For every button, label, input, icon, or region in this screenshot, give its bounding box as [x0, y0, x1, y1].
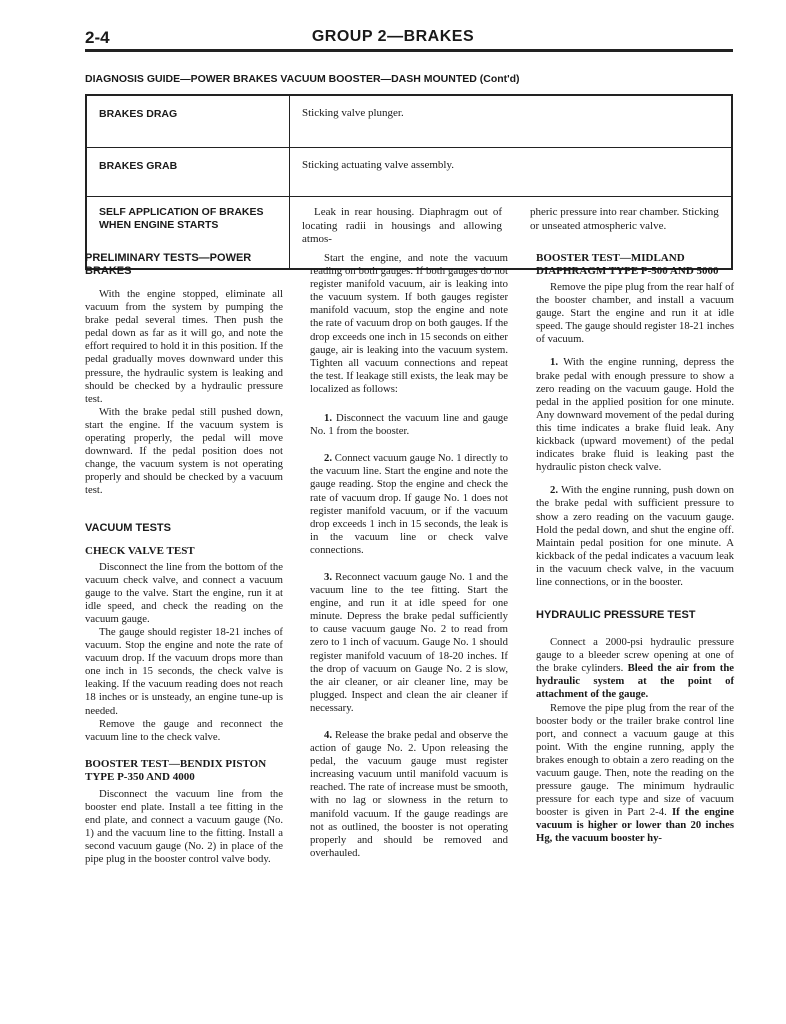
paragraph: Disconnect the line from the bottom of the vacuum check valve, and connect a vacuum gauge to the valve. Start the engine, run it at idle speed, and check the reading on the vacuum gauge. — [85, 560, 283, 625]
heading-midland-test: BOOSTER TEST—MIDLAND DIAPHRAGM TYPE P-500 AND 5000 — [536, 252, 719, 277]
paragraph: Remove the pipe plug from the rear half of the booster chamber, and install a vacuum gauge. Start the engine and run it at idle speed. The gauge should register 18-21 inches of vacuum. — [536, 281, 734, 346]
step-number: 1. — [324, 412, 333, 425]
heading-vacuum-tests: VACUUM TESTS — [85, 521, 171, 534]
step-text: Reconnect vacuum gauge No. 1 and the vacuum line to the tee fitting. Start the engine, and run it at idle speed for one minute. Depress the brake pedal sufficiently to cause vacuum gauge No. 2 to read from zero to 1 inch of vacuum. Gauge No. 1 should register manifold vacuum of 18-20 inches. If the drop of vacuum on Gauge No. 2 is slow, the air cleaner, or air cleaner line, may be plugged. Inspect and clean the air cleaner if necessary. — [310, 570, 508, 714]
paragraph — [536, 702, 734, 846]
section-title: DIAGNOSIS GUIDE—POWER BRAKES VACUUM BOOSTER—DASH MOUNTED (Cont'd) — [85, 73, 520, 85]
cause-text-left: Leak in rear housing. Diaphragm out of locating radii in housings and allowing atmos- — [302, 206, 502, 245]
step-text: Connect vacuum gauge No. 1 directly to the vacuum line. Start the engine and note the gauge reading. Stop the engine and check the rate of vacuum drop. If gauge No. 1 does not register manifold vacuum, or if the vacuum drop exceeds 1 inch in 15 seconds, the leak is in the vacuum line or check valve connections. — [310, 452, 509, 556]
cause-cell: Sticking actuating valve assembly. — [290, 148, 733, 197]
step-number: 4. — [324, 729, 333, 741]
column-3 — [536, 252, 734, 846]
condition-cell: SELF APPLICATION OF BRAKES WHEN ENGINE STARTS — [86, 197, 290, 270]
paragraph-bold-text: If the engine vacuum is higher or lower than 20 inches Hg, the vacuum booster hy- — [536, 806, 734, 845]
step-number: 3. — [324, 570, 333, 583]
step-number: 2. — [324, 452, 333, 465]
condition-cell: BRAKES GRAB — [86, 148, 290, 197]
step-number: 1. — [550, 356, 559, 369]
heading-hydraulic-pressure-test: HYDRAULIC PRESSURE TEST — [536, 609, 696, 622]
table-row — [86, 95, 732, 148]
header-rule — [85, 49, 733, 52]
step-2 — [536, 484, 734, 589]
diagnosis-table — [85, 94, 733, 270]
cause-text-right: pheric pressure into rear chamber. Sticking or unseated atmospheric valve. — [530, 206, 719, 232]
step-text: With the engine running, depress the brake pedal with enough pressure to show a zero reading on the vacuum gauge. Hold the pedal in the applied position for one minute. Any downward movement of the pedal during this time indicates a brake fluid leak. Any kickback (upward movement) of the pedal indicates brake fluid is leaking past the hydraulic piston check valve. — [536, 356, 734, 474]
heading-check-valve-test: CHECK VALVE TEST — [85, 544, 195, 557]
step-1 — [310, 412, 508, 438]
paragraph: Remove the gauge and reconnect the vacuum line to the check valve. — [85, 717, 283, 743]
paragraph: Disconnect the vacuum line from the booster end plate. Install a tee fitting in the end plate, and connect a vacuum gauge (No. 1) and the vacuum line to the fitting. Install a second vacuum gauge (No. 2) in place of the pipe plug in the booster control valve body. — [85, 787, 283, 866]
heading-preliminary-tests: PRELIMINARY TESTS—POWER BRAKES — [85, 252, 252, 277]
paragraph: The gauge should register 18-21 inches of vacuum. Stop the engine and note the rate of vacuum drop. If the vacuum drops more than one inch in 15 seconds, the check valve is leaking. If the vacuum reading does not reach 18 inches or is unsteady, an engine tune-up is needed. — [85, 625, 283, 717]
step-4 — [310, 729, 508, 860]
paragraph: Start the engine, and note the vacuum reading on both gauges. If both gauges do not register manifold vacuum, air is leaking into the vacuum system. If both gauges register manifold vacuum, stop the engine and note the rate of vacuum drop on both gauges. If the drop exceeds one inch in 15 seconds on either gauge, air is leaking into the vacuum system. Tighten all vacuum connections and repeat the test. If leakage still exists, the leak may be localized as follows: — [310, 252, 508, 395]
step-3 — [310, 571, 508, 715]
paragraph-bold-text: Bleed the air from the hydraulic system at the point of attachment of the gauge. — [536, 662, 735, 701]
paragraph-text: Remove the pipe plug from the rear of the booster body or the trailer brake control line port, and connect a vacuum gauge at this point. With the engine running, apply the brakes enough to obtain a zero reading on the vacuum gauge. Then, note the reading on the pressure gauge. The minimum hydraulic pressure for each type and size of vacuum booster is given in Part 2-4. — [536, 701, 734, 819]
heading-bendix-test: BOOSTER TEST—BENDIX PISTON TYPE P-350 AND 4000 — [85, 757, 267, 783]
condition-cell: BRAKES DRAG — [86, 95, 290, 148]
column-2 — [310, 252, 508, 860]
page-number: 2-4 — [85, 28, 110, 47]
column-1 — [85, 252, 283, 866]
paragraph: With the engine stopped, eliminate all vacuum from the system by pumping the brake pedal several times. Then push the pedal down as far as it will go, and note the effort required to hold it in this position. If the pedal gradually moves downward under this pressure, the hydraulic system is leaking and should be checked by a hydraulic pressure test. — [85, 288, 283, 405]
group-title: GROUP 2—BRAKES — [311, 28, 475, 45]
cause-cell: Sticking valve plunger. — [290, 95, 733, 148]
step-number: 2. — [550, 484, 559, 497]
step-text: With the engine running, push down on the brake pedal with sufficient pressure to show a zero reading on the vacuum gauge. Hold the pedal down, and shut the engine off. Maintain pedal position for one minute. A kickback of the pedal indicates a vacuum leak in the vacuum check valve, in the vacuum line connections, or in the booster. — [536, 484, 734, 588]
step-1 — [536, 356, 734, 474]
paragraph: With the brake pedal still pushed down, start the engine. If the vacuum system is operating properly, the pedal will move downward. If the pedal position does not change, the vacuum system is not operating properly and should be checked by a vacuum test. — [85, 405, 283, 497]
paragraph — [536, 636, 734, 701]
table-row — [86, 148, 732, 197]
paragraph-text: Connect a 2000-psi hydraulic pressure gauge to a bleeder screw opening at one of the brake cylinders. — [536, 636, 734, 675]
step-2 — [310, 452, 508, 557]
step-text: Disconnect the vacuum line and gauge No. 1 from the booster. — [310, 412, 508, 438]
step-text: Release the brake pedal and observe the action of gauge No. 2. Upon releasing the pedal, the vacuum gauge must register increasing vacuum until manifold vacuum is reached. The rate of increase must be smooth, with no lag or slowness in the return to manifold vacuum. If the gauge readings are not as outlined, the booster is not operating properly and should be removed and overhauled. — [310, 729, 509, 859]
